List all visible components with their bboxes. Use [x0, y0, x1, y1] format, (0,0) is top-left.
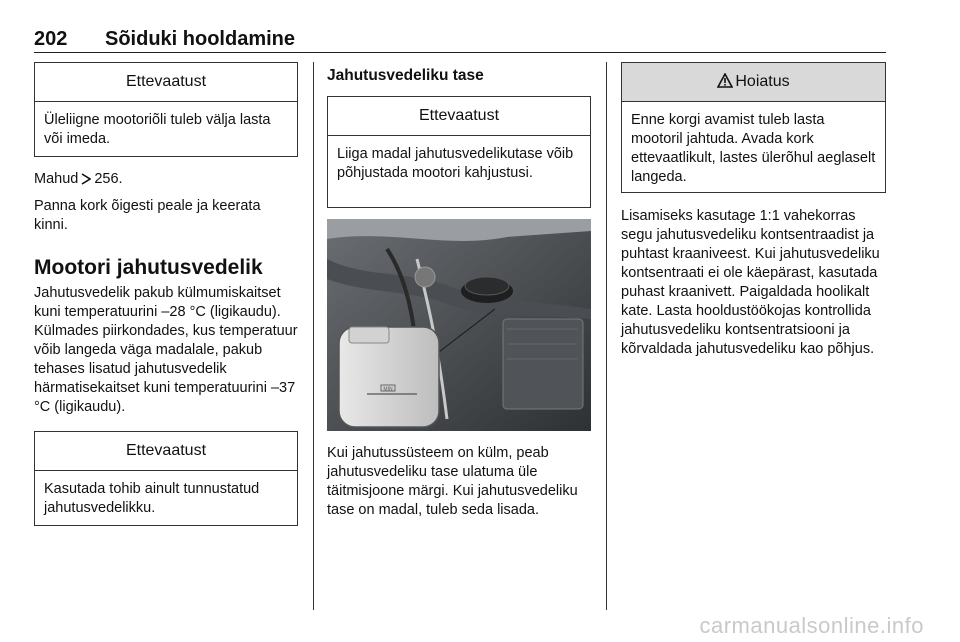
- column-2: [327, 62, 591, 520]
- capacity-reference: [34, 170, 298, 191]
- caution-heading: Ettevaatust: [35, 432, 297, 471]
- caution-text: Kasutada tohib ainult tunnustatud jahutusvedelikku.: [44, 481, 260, 516]
- page-header: [34, 26, 886, 53]
- caution-text: Üleliigne mootoriõli tuleb välja lasta või imeda.: [44, 112, 271, 147]
- warning-text: Enne korgi avamist tuleb lasta mootoril jahtuda. Avada kork ettevaatlikult, lastes ülerõhul aeglaselt langeda.: [631, 112, 876, 185]
- caution-box-coolant: [34, 431, 298, 526]
- engine-bay-photo: [327, 219, 591, 431]
- paragraph-coolant: Jahutusvedelik pakub külmumiskaitset kuni temperatuurini –28 °C (ligikaudu). Külmades piirkondades, kus temperatuur võib langeda väga madalale, pakub tehases lisatud jahutusvedelik härmatisekaitset kuni temperatuurini –37 °C (ligikaudu).: [34, 285, 298, 415]
- min-mark-label: MIN: [383, 386, 393, 393]
- paragraph-cap: Panna kork õigesti peale ja keerata kinni.: [34, 198, 261, 233]
- page-title: Sõiduki hooldamine: [105, 28, 296, 50]
- warning-triangle-icon: [717, 65, 733, 103]
- warning-heading: [622, 63, 885, 102]
- caution-text: Liiga madal jahutusvedelikutase võib põhjustada mootori kahjustusi.: [337, 146, 574, 181]
- warning-box: [621, 62, 886, 193]
- caution-heading: Ettevaatust: [328, 97, 590, 136]
- column-divider-2: [606, 62, 607, 610]
- page-reference-arrow-icon: [81, 172, 91, 191]
- paragraph-level: Kui jahutussüsteem on külm, peab jahutusvedeliku tase ulatuma üle täitmisjoone märgi. Kui jahutusvedeliku tase on madal, tuleb seda lisada.: [327, 445, 578, 518]
- engine-bay-illustration: [327, 219, 591, 431]
- caution-box-level: [327, 96, 591, 208]
- column-1: [34, 62, 298, 526]
- capacity-label: Mahud: [34, 171, 79, 187]
- capacity-page-ref[interactable]: 256.: [94, 171, 123, 187]
- subsection-title-level: Jahutusvedeliku tase: [327, 67, 484, 84]
- warning-heading-text: Hoiatus: [735, 73, 790, 90]
- watermark: carmanualsonline.info: [699, 613, 924, 638]
- caution-heading: Ettevaatust: [35, 63, 297, 102]
- caution-box-oil: [34, 62, 298, 157]
- page-number: 202: [34, 28, 68, 50]
- column-3: [621, 62, 886, 359]
- section-title-coolant: Mootori jahutusvedelik: [34, 256, 263, 279]
- paragraph-adding-coolant: Lisamiseks kasutage 1:1 vahekorras segu jahutusvedeliku kontsentraadist ja puhtast kraaniveest. Kui jahutusvedeliku kontsentraati ei ole käepärast, kasutada puhast kraanivett. Paigaldada hoolikalt kate. Lasta hooldustöökojas kontrollida jahutusvedeliku kontsentratsiooni ja kõrvaldada jahutusvedeliku kao põhjus.: [621, 208, 880, 357]
- column-divider-1: [313, 62, 314, 610]
